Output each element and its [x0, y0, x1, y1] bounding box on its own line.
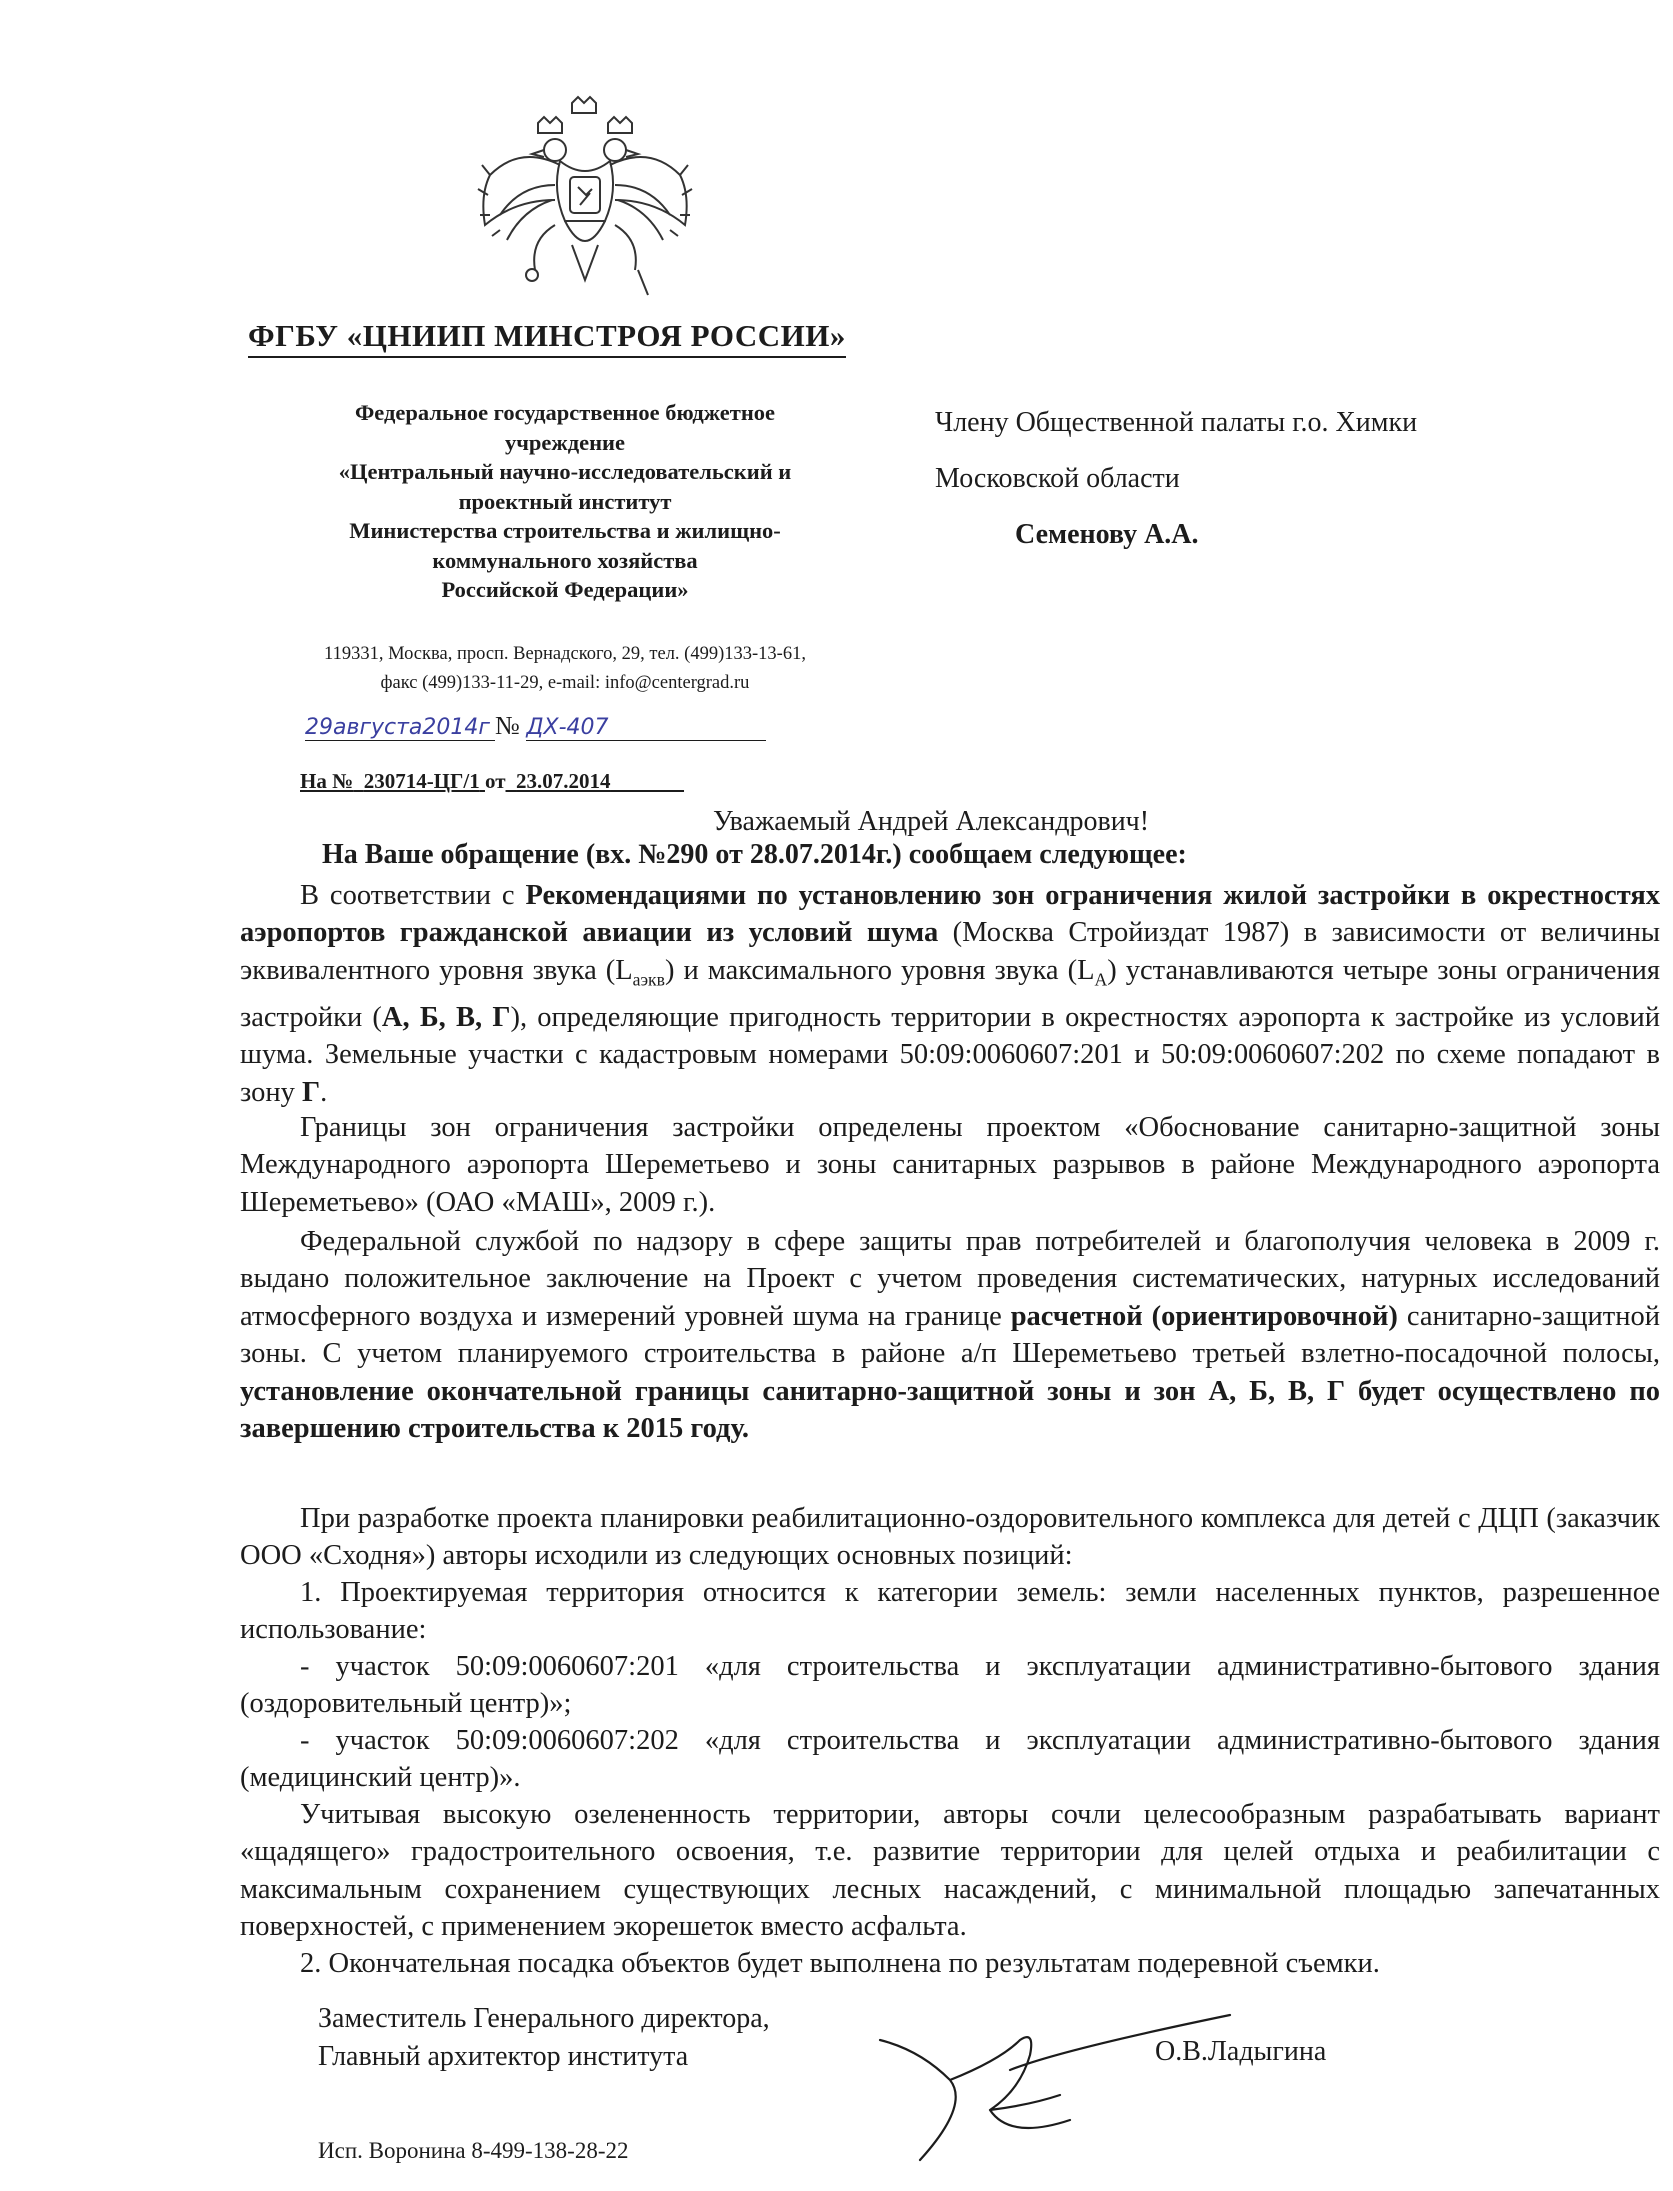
paragraph-3	[240, 1223, 1660, 1447]
signatory-name: О.В.Ладыгина	[1155, 2036, 1327, 2067]
paragraph-9	[240, 1945, 1660, 1982]
paragraph-text: - участок 50:09:0060607:202 «для строительства и эксплуатации административно-бытового здания (медицинский центр)».	[240, 1725, 1660, 1794]
ref-from-label: от	[484, 769, 506, 793]
ref-date: 23.07.2014	[516, 769, 611, 793]
text-run-bold: Рекомендациями по установлению зон ограничения жилой застройки в окрестностях аэропортов гражданской авиации из условий шума	[240, 880, 1660, 949]
organization-title: ФГБУ «ЦНИИП МИНСТРОЯ РОССИИ»	[248, 318, 846, 358]
org-line: коммунального хозяйства	[432, 547, 698, 573]
org-line: «Центральный научно-исследовательский и	[338, 459, 792, 484]
position-line: Заместитель Генерального директора,	[318, 2003, 770, 2034]
org-line: учреждение	[504, 429, 626, 455]
recipient-line: Члену Общественной палаты г.о. Химки	[935, 407, 1418, 438]
number-label: №	[495, 711, 520, 740]
text-run-bold: установление окончательной границы санитарно-защитной зоны и зон А, Б, В, Г будет осуществлено по завершению строительства к 2015 году.	[240, 1375, 1660, 1445]
organization-address	[250, 640, 880, 698]
subscript: A	[1094, 969, 1108, 990]
org-line: Российской Федерации»	[441, 577, 689, 602]
paragraph-text: - участок 50:09:0060607:201 «для строительства и эксплуатации административно-бытового здания (оздоровительный центр)»;	[240, 1651, 1660, 1720]
text-run: ), определяющие пригодность территории в окрестностях аэропорта к застройке из условий шума. Земельные участки с кадастровым номерами 50:09:0060607:201 и 50:09:0060607:202 по схеме попадают в зону	[240, 1001, 1660, 1108]
handwritten-number: ДХ-407	[526, 715, 766, 741]
salutation: Уважаемый Андрей Александрович!	[713, 806, 1150, 837]
recipient-block	[935, 395, 1417, 563]
paragraph-text: При разработке проекта планировки реабилитационно-оздоровительного комплекса для детей с ДЦП (заказчик ООО «Сходня») авторы исходили из следующих основных позиций:	[240, 1503, 1660, 1572]
paragraph-text: Учитывая высокую озелененность территории, авторы сочли целесообразным разрабатывать вариант «щадящего» градостроительного освоения, т.е. развитие территории для целей отдыха и реабилитации с максимальным сохранением существующих лесных насаждений, с минимальной площадью запечатанных поверхностей, с применением экорешеток вместо асфальта.	[240, 1799, 1660, 1943]
subscript: аэкв	[632, 969, 665, 990]
text-run-bold: А, Б, В, Г	[381, 1001, 511, 1033]
text-run-bold: расчетной (ориентировочной)	[1010, 1300, 1398, 1332]
outgoing-date-number	[305, 711, 766, 741]
paragraph-2	[240, 1109, 1660, 1221]
paragraph-4	[240, 1500, 1660, 1575]
paragraph-text: 1. Проектируемая территория относится к категории земель: земли населенных пунктов, разрешенное использование:	[240, 1577, 1660, 1646]
position-line: Главный архитектор института	[318, 2041, 689, 2072]
paragraph-text: 2. Окончательная посадка объектов будет выполнена по результатам подеревной съемки.	[300, 1948, 1380, 1979]
org-line: проектный институт	[458, 488, 672, 514]
paragraph-6	[240, 1648, 1660, 1723]
text-run: ) и максимального уровня звука (L	[664, 954, 1095, 986]
text-run: санитарно-защитной зоны. С учетом планируемого строительства в районе а/п Шереметьево третьей взлетно-посадочной полосы,	[240, 1300, 1660, 1370]
text-run: Федеральной службой по надзору в сфере защиты прав потребителей и благополучия человека в 2009 г. выдано положительное заключение на Проект с учетом проведения систематических, натурных исследований атмосферного воздуха и измерений уровней шума на границе	[240, 1226, 1660, 1332]
handwritten-date: 29августа2014г	[305, 715, 495, 741]
recipient-name: Семенову А.А.	[1015, 519, 1199, 550]
org-line: Федеральное государственное бюджетное	[354, 400, 776, 425]
paragraph-5	[240, 1574, 1660, 1649]
ref-label: На №	[300, 769, 354, 793]
organization-full-name	[250, 398, 880, 605]
intro-line: На Ваше обращение (вх. №290 от 28.07.2014г.) сообщаем следующее:	[322, 839, 1187, 870]
address-line: 119331, Москва, просп. Вернадского, 29, тел. (499)133-13-61,	[324, 644, 806, 664]
paragraph-text: Границы зон ограничения застройки определены проектом «Обоснование санитарно-защитной зоны Международного аэропорта Шереметьево и зоны санитарных разрывов в районе Международного аэропорта Шереметьево» (ОАО «МАШ», 2009 г.).	[240, 1112, 1660, 1218]
coat-of-arms-emblem	[460, 95, 710, 320]
text-run: ) устанавливаются четыре зоны ограничения застройки (	[240, 954, 1660, 1033]
recipient-line: Московской области	[935, 463, 1180, 494]
text-run: (Москва Стройиздат 1987) в зависимости от величины эквивалентного уровня звука (L	[240, 917, 1660, 986]
text-run: .	[320, 1076, 328, 1108]
paragraph-8	[240, 1796, 1660, 1946]
signatory-position	[318, 2000, 770, 2076]
paragraph-1	[240, 877, 1660, 1111]
address-line: факс (499)133-11-29, e-mail: info@centergrad.ru	[380, 673, 750, 693]
reference-line	[300, 769, 684, 794]
org-line: Министерства строительства и жилищно-	[349, 518, 781, 543]
text-run-bold: Г	[301, 1076, 321, 1108]
executor-contact: Исп. Воронина 8-499-138-28-22	[318, 2138, 629, 2163]
paragraph-7	[240, 1722, 1660, 1797]
ref-number: 230714-ЦГ/1	[363, 769, 480, 793]
text-run: В соответствии с	[300, 880, 526, 911]
